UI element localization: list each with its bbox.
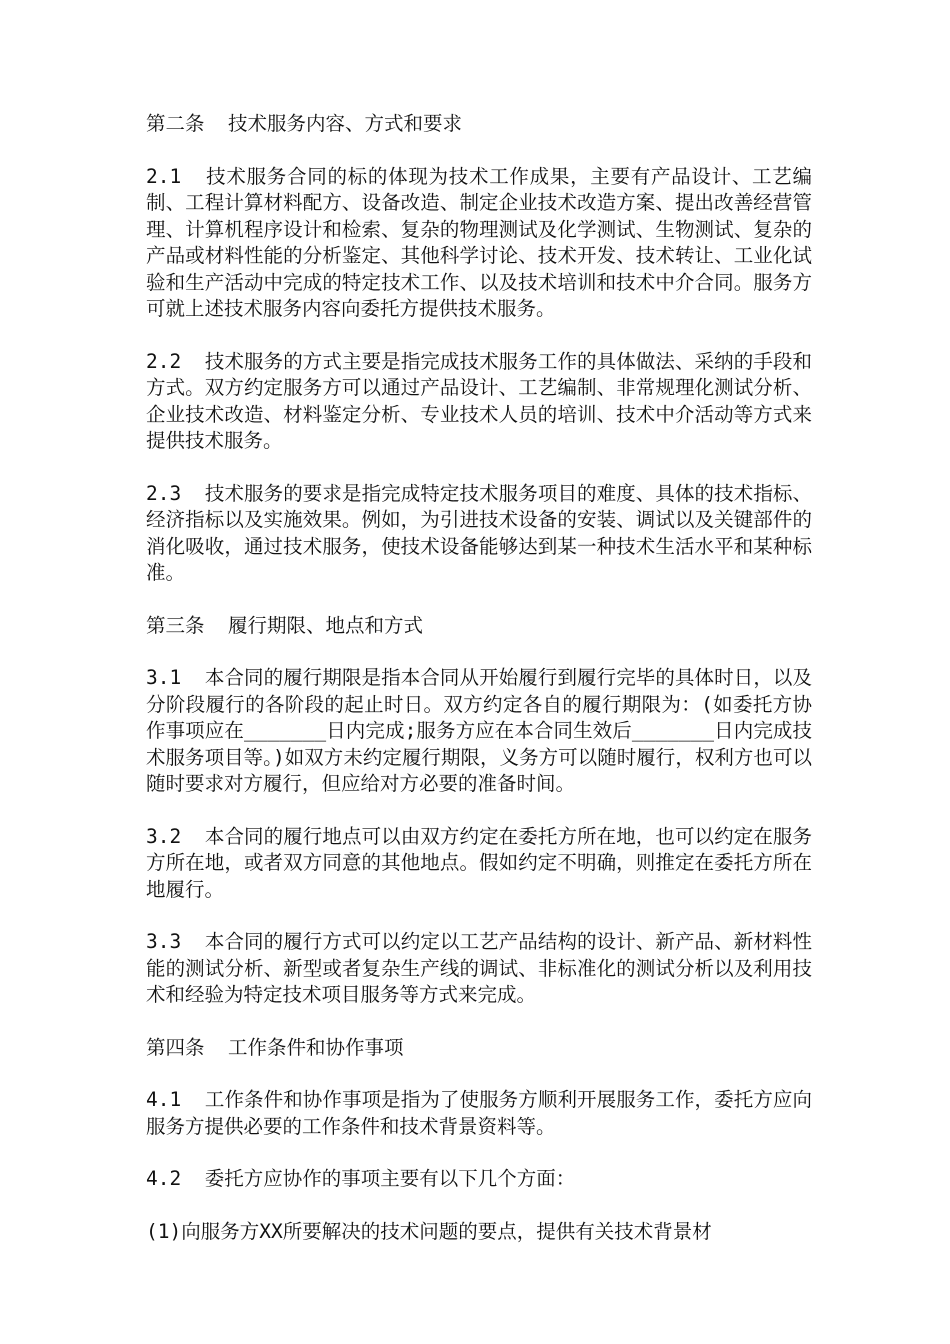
paragraph-4-2-item-1: (1)向服务方XX所要解决的技术问题的要点，提供有关技术背景材 — [146, 1219, 712, 1243]
paragraph-3-2: 3.2 本合同的履行地点可以由双方约定在委托方所在地，也可以约定在服务方所在地，或者双方同意的其他地点。假如约定不明确，则推定在委托方所在地履行。 — [146, 824, 812, 901]
section-heading-article-2: 第二条 技术服务内容、方式和要求 — [146, 112, 462, 135]
paragraph-4-2: 4.2 委托方应协作的事项主要有以下几个方面： — [146, 1167, 576, 1190]
section-heading-article-3: 第三条 履行期限、地点和方式 — [146, 613, 423, 637]
paragraph-3-1: 3.1 本合同的履行期限是指本合同从开始履行到履行完毕的具体时日，以及分阶段履行的各阶段的起止时日。双方约定各自的履行期限为：(如委托方协作事项应在_______日内完成;服务方应在本合同生效后_______日内完成技术服务项目等。)如双方未约定履行期限，义务方可以随时履行，权利方也可以随时要求对方履行，但应给对方必要的准备时间。 — [146, 666, 812, 795]
paragraph-3-3: 3.3 本合同的履行方式可以约定以工艺产品结构的设计、新产品、新材料性能的测试分析、新型或者复杂生产线的调试、非标准化的测试分析以及利用技术和经验为特定技术项目服务等方式来完成。 — [146, 930, 812, 1006]
paragraph-2-3: 2.3 技术服务的要求是指完成特定技术服务项目的难度、具体的技术指标、经济指标以及实施效果。例如，为引进技术设备的安装、调试以及关键部件的消化吸收，通过技术服务，使技术设备能够达到某一种技术生活水平和某种标准。 — [146, 481, 812, 584]
paragraph-2-2: 2.2 技术服务的方式主要是指完成技术服务工作的具体做法、采纳的手段和方式。双方约定服务方可以通过产品设计、工艺编制、非常规理化测试分析、企业技术改造、材料鉴定分析、专业技术人员的培训、技术中介活动等方式来提供技术服务。 — [146, 349, 812, 452]
section-heading-article-4: 第四条 工作条件和协作事项 — [146, 1035, 404, 1059]
paragraph-4-1: 4.1 工作条件和协作事项是指为了使服务方顺利开展服务工作，委托方应向服务方提供必要的工作条件和技术背景资料等。 — [146, 1088, 812, 1138]
paragraph-2-1: 2.1 技术服务合同的标的体现为技术工作成果，主要有产品设计、工艺编制、工程计算材料配方、设备改造、制定企业技术改造方案、提出改善经营管理、计算机程序设计和检索、复杂的物理测试及化学测试、生物测试、复杂的产品或材料性能的分析鉴定、其他科学讨论、技术开发、技术转让、工业化试验和生产活动中完成的特定技术工作、以及技术培训和技术中介合同。服务方可就上述技术服务内容向委托方提供技术服务。 — [146, 164, 812, 320]
document-body — [146, 111, 812, 1271]
